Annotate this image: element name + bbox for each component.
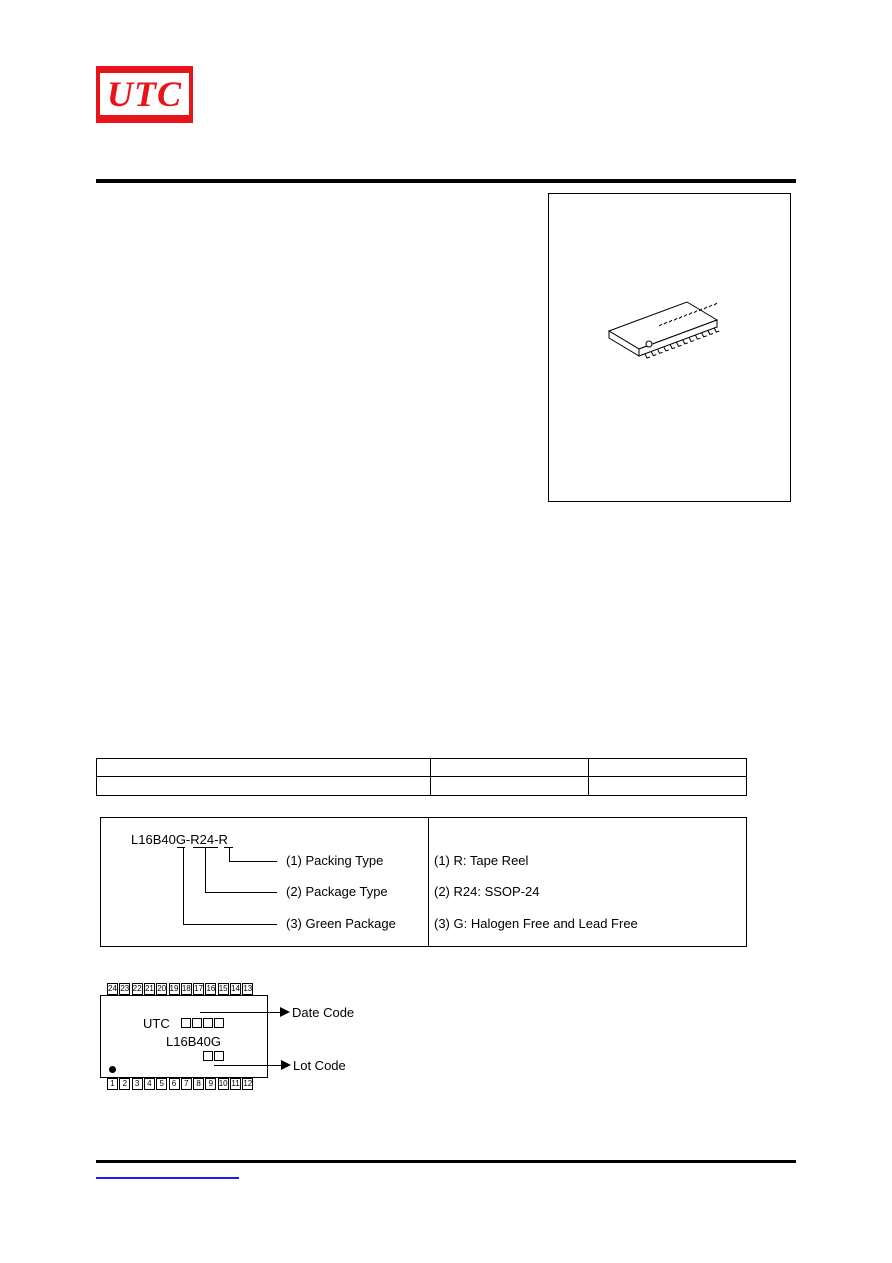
ordering-table-row-divider <box>97 776 746 777</box>
top-pin: 16 <box>206 984 216 993</box>
lot-code-label: Lot Code <box>293 1058 346 1073</box>
label-green-package: (3) Green Package <box>286 916 396 931</box>
utc-logo <box>96 66 193 123</box>
desc-package-type: (2) R24: SSOP-24 <box>434 884 540 899</box>
part-number-explanation-box <box>100 817 747 947</box>
bottom-pin: 1 <box>107 1078 118 1090</box>
bottom-pin: 2 <box>119 1078 130 1090</box>
lot-code-box <box>203 1051 213 1061</box>
logo-inner <box>100 73 189 115</box>
leader-packing-h <box>229 861 277 862</box>
bottom-pin: 5 <box>156 1078 167 1090</box>
top-pin: 21 <box>144 984 154 993</box>
top-pin: 24 <box>108 984 117 993</box>
ordering-table-col-divider <box>430 759 431 795</box>
leader-green-h <box>183 924 277 925</box>
ordering-table-col-divider <box>588 759 589 795</box>
chip-part: L16B40G <box>166 1034 221 1049</box>
bottom-pin: 3 <box>132 1078 143 1090</box>
date-code-box <box>203 1018 213 1028</box>
logo-text: UTC <box>107 74 182 114</box>
bottom-pin: 12 <box>243 1079 253 1088</box>
lot-code-box <box>214 1051 224 1061</box>
explanation-divider <box>428 818 429 946</box>
bottom-pin: 11 <box>231 1079 240 1088</box>
date-code-box <box>214 1018 224 1028</box>
ordering-table <box>96 758 747 796</box>
bottom-pin: 10 <box>218 1079 228 1088</box>
date-code-label: Date Code <box>292 1005 355 1020</box>
footer-rule <box>96 1160 796 1163</box>
date-code-arrow-line <box>200 1012 280 1013</box>
desc-green-package: (3) G: Halogen Free and Lead Free <box>434 916 638 931</box>
leader-package <box>205 847 206 892</box>
bottom-pin: 9 <box>205 1078 216 1090</box>
top-pin: 17 <box>194 984 204 993</box>
date-code-box <box>181 1018 191 1028</box>
chip-brand: UTC <box>143 1016 170 1031</box>
top-pin: 13 <box>243 984 253 993</box>
bottom-pin: 4 <box>144 1078 155 1090</box>
top-pin: 18 <box>181 984 191 993</box>
package-image-box <box>548 193 791 502</box>
top-pin: 22 <box>132 984 142 993</box>
date-code-arrow-icon <box>280 1007 290 1017</box>
leader-package-h <box>205 892 277 893</box>
footer-link-underline[interactable] <box>96 1177 239 1179</box>
bottom-pin: 6 <box>169 1078 180 1090</box>
bottom-pin: 7 <box>181 1078 192 1090</box>
lot-code-arrow-icon <box>281 1060 291 1070</box>
leader-packing <box>229 847 230 861</box>
part-code: L16B40G-R24-R <box>131 832 228 847</box>
desc-packing-type: (1) R: Tape Reel <box>434 853 529 868</box>
top-pin: 20 <box>157 984 167 993</box>
top-pin: 15 <box>218 984 228 993</box>
top-pin: 19 <box>169 984 179 993</box>
leader-green <box>183 847 184 924</box>
bottom-pin: 8 <box>193 1078 204 1090</box>
pin1-dot <box>109 1066 116 1073</box>
label-package-type: (2) Package Type <box>286 884 388 899</box>
header-rule <box>96 179 796 183</box>
label-packing-type: (1) Packing Type <box>286 853 384 868</box>
lot-code-arrow-line <box>214 1065 281 1066</box>
top-pin: 23 <box>120 984 130 993</box>
ssop-24-package-icon <box>549 194 790 501</box>
top-pin: 14 <box>231 984 240 993</box>
date-code-box <box>192 1018 202 1028</box>
